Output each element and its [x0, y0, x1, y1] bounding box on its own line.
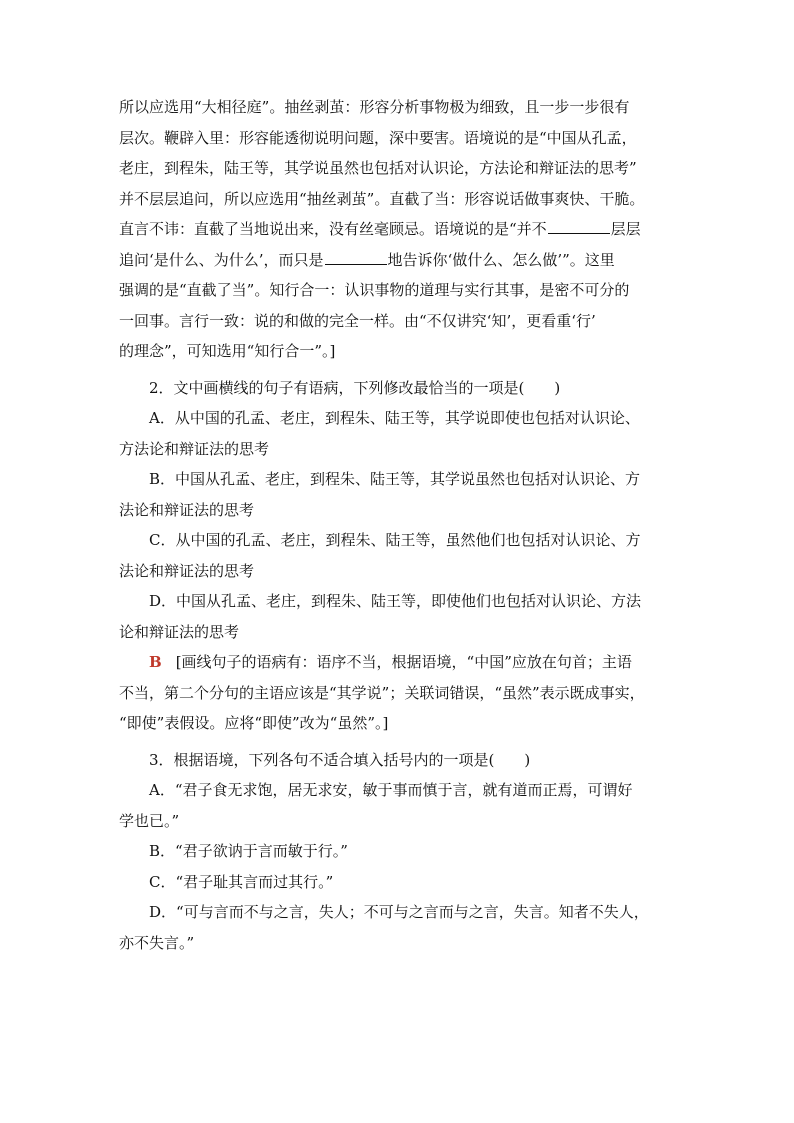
option-a: A．从中国的孔孟、老庄，到程朱、陆王等，其学说即使也包括对认识论、 — [149, 409, 640, 427]
fill-blank — [548, 219, 610, 234]
option-a-cont: 方法论和辩证法的思考 — [119, 439, 270, 458]
text-segment: 层层 — [610, 220, 641, 238]
question-3 — [119, 745, 679, 959]
option-d-cont: 论和辩证法的思考 — [119, 622, 240, 641]
option-a: A．“君子食无求饱，居无求安，敏于事而慎于言，就有道而正焉，可谓好 — [149, 781, 633, 799]
previous-explanation — [119, 92, 679, 367]
option-b: B．“君子欲讷于言而敏于行。” — [149, 842, 348, 860]
text-line — [119, 214, 679, 245]
text-line: 老庄，到程朱，陆王等，其学说虽然也包括对认识论，方法论和辩证法的思考” — [119, 159, 637, 177]
document-page — [119, 92, 679, 958]
fill-blank — [325, 250, 387, 265]
explanation-text: [画线句子的语病有：语序不当，根据语境，“中国”应放在句首；主语 — [175, 653, 632, 671]
text-line: 强调的是“直截了当”。知行合一：认识事物的道理与实行其事，是密不可分的 — [119, 281, 630, 299]
text-segment: 追问‘是什么、为什么’，而只是 — [119, 250, 324, 269]
question-2 — [119, 373, 679, 739]
option-d: D．中国从孔孟、老庄，到程朱、陆王等，即使他们也包括对认识论、方法 — [149, 592, 642, 610]
text-line: 所以应选用“大相径庭”。抽丝剥茧：形容分析事物极为细致，且一步一步很有 — [119, 98, 630, 116]
text-line: 并不层层追问，所以应选用“抽丝剥茧”。直截了当：形容说话做事爽快、干脆。 — [119, 189, 645, 208]
text-line — [119, 245, 679, 276]
option-c: C．“君子耻其言而过其行。” — [149, 872, 334, 891]
text-line: 一回事。言行一致：说的和做的完全一样。由“不仅讲究‘知’，更看重‘行’ — [119, 311, 596, 330]
explanation-line: “即使”表假设。应将“即使”改为“虽然”。] — [119, 714, 389, 732]
text-segment: 直言不讳：直截了当地说出来，没有丝毫顾忌。语境说的是“并不 — [119, 220, 547, 238]
question-stem: 3．根据语境，下列各句不适合填入括号内的一项是( ) — [149, 750, 531, 769]
option-d-cont: 亦不失言。” — [119, 933, 195, 952]
text-line: 层次。鞭辟入里：形容能透彻说明问题，深中要害。语境说的是“中国从孔孟， — [119, 128, 637, 147]
option-d: D．“可与言而不与之言，失人；不可与之言而与之言，失言。知者不失人， — [149, 903, 649, 921]
option-b-cont: 法论和辩证法的思考 — [119, 500, 255, 519]
answer-letter: B — [149, 653, 162, 671]
option-c: C．从中国的孔孟、老庄，到程朱、陆王等，虽然他们也包括对认识论、方 — [149, 531, 641, 549]
option-a-cont: 学也已。” — [119, 811, 180, 830]
option-b: B．中国从孔孟、老庄，到程朱、陆王等，其学说虽然也包括对认识论、方 — [149, 470, 641, 488]
explanation-line: 不当，第二个分句的主语应该是“其学说”；关联词错误，“虽然”表示既成事实， — [119, 683, 645, 702]
question-stem: 2．文中画横线的句子有语病，下列修改最恰当的一项是( ) — [149, 378, 561, 397]
text-segment: 地告诉你‘做什么、怎么做’”。这里 — [387, 250, 615, 269]
answer-explanation — [119, 647, 679, 678]
option-c-cont: 法论和辩证法的思考 — [119, 561, 255, 580]
text-line: 的理念”，可知选用“知行合一”。] — [119, 342, 336, 360]
